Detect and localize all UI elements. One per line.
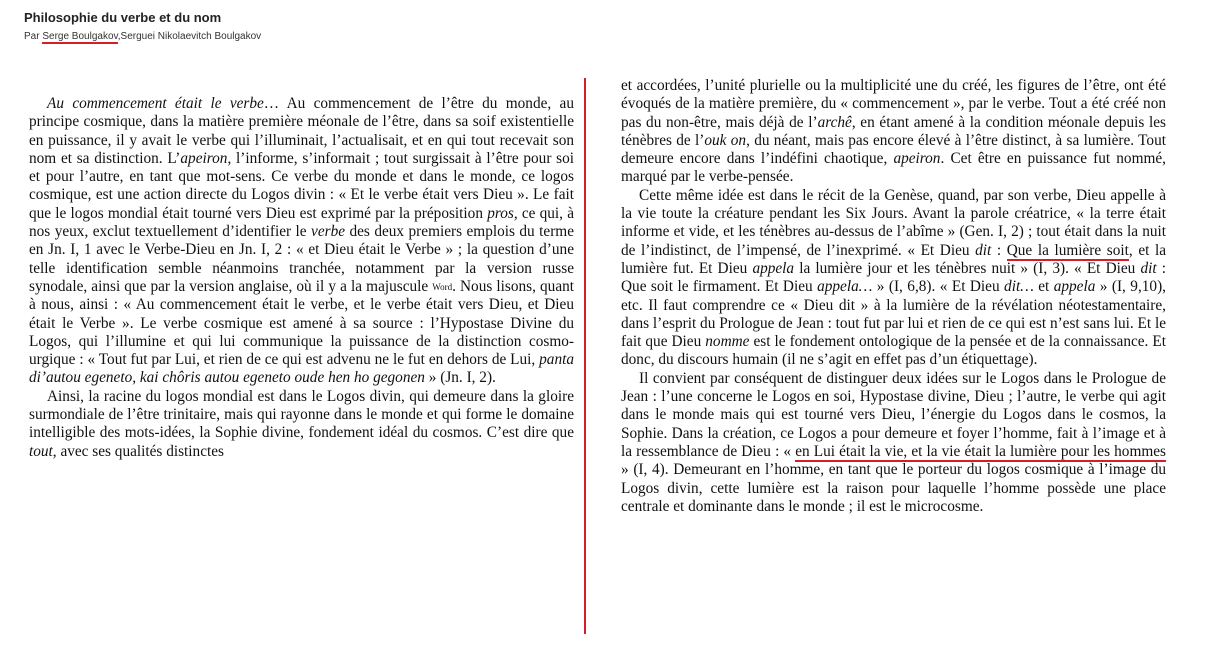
book-header [24, 10, 264, 44]
text-italic: nomme [705, 333, 750, 351]
author-line [24, 29, 264, 44]
text-run: et [1033, 278, 1054, 296]
text-run: Cette même idée est dans le récit de la Genèse, quand, par son verbe, Dieu appelle à la vie toute la créature pendant les Six Jours. Avant la parole créatrice, « la terre était informe et vide, et les ténèbres au-dessus de l’abîme » (Gen. I, 2) ; tout était dans la nuit de l’indistinct, de l’impensé, de l’inexprimé. « Et Dieu [621, 186, 1166, 259]
text-italic: Au commencement était le verbe [47, 95, 264, 112]
text-italic: apeiron [180, 149, 228, 167]
author-rest: ,Serguei Nikolaevitch Boulgakov [117, 31, 262, 42]
text-run: » (Jn. I, 2). [424, 369, 496, 387]
left-paragraph-1 [29, 95, 574, 388]
text-run: , l’informe, s’informait ; tout surgissait à l’être pour soi et pour l’autre, en tant que mot-sens. Ce verbe du monde et dans le monde, ce logos cosmique, est une action directe du Logos divin : « Et le verbe était vers Dieu ». Le fait que le logos mondial était tourné vers Dieu est exprimé par la préposition [29, 149, 575, 222]
highlighted-quote: en Lui était la vie, et la vie était la lumière pour les hommes [795, 442, 1166, 460]
text-run: , avec ses qualités distinctes [52, 442, 224, 460]
text-italic: tout [29, 442, 53, 460]
text-run: Ainsi, la racine du logos mondial est dans le Logos divin, qui demeure dans la gloire surmondiale de l’être trinitaire, mais qui rayonne dans le monde et qui forme le domaine intelligible des mots-idées, la Sophie divine, fondement idéal du cosmos. C’est dire que [29, 387, 574, 442]
text-italic: dit… [1004, 278, 1034, 296]
book-title: Philosophie du verbe et du nom [24, 10, 222, 25]
text-run: : [991, 241, 1007, 259]
text-italic: dit [1140, 259, 1157, 277]
text-run: des deux premiers emplois du terme en Jn. I, 1 avec le Verbe-Dieu en Jn. I, 2 : « et Dieu était le Verbe » ; la question d’une telle identification semble néanmoins tranchée, notamment par la version russe synodale, ainsi que par la version anglaise, où il y a la majuscule [29, 223, 574, 295]
text-run: . Cet être en puissance fut nommé, marqué par le verbe-pensée. [621, 150, 1166, 186]
text-italic: pros [487, 204, 514, 222]
right-paragraph-2 [621, 187, 1166, 370]
text-run: , en étant amené à la condition méonale depuis les ténèbres de l’ [621, 113, 1166, 149]
right-paragraph-1 [621, 77, 1166, 187]
text-run: . Nous lisons, quant à nous, ainsi : « Au commencement était le verbe, et le verbe était vers Dieu, et Dieu était le Verbe ». Le verbe cosmique est amené à sa source : l’Hypostase Divine du Logos, qui l’illumine et qui lui communique la puissance de la distinction cosmo-urgique : « Tout fut par Lui, et rien de ce qui est advenu ne le fut en dehors de Lui, [29, 277, 575, 369]
text-italic: appela [752, 259, 795, 277]
text-run: , ce qui, à nos yeux, exclut textuellement d’identifier le [29, 204, 574, 241]
author-link[interactable]: Serge Boulgakov [42, 31, 118, 42]
small-caps-word: Word [432, 281, 453, 292]
text-run: , et la lumière fut. Et Dieu [621, 241, 1166, 277]
text-italic: archê [817, 113, 852, 131]
right-column [621, 77, 1166, 516]
text-run: , du néant, mais pas encore élevé à l’être distinct, à sa lumière. Tout demeure encore dans l’indéfini chaotique, [621, 131, 1166, 168]
text-italic: appela [1053, 278, 1096, 296]
text-italic: apeiron [893, 150, 941, 168]
text-italic: ouk on [704, 131, 747, 149]
text-italic: panta di’autou egeneto, kai chôris autou egeneto oude hen ho gegonen [29, 351, 574, 387]
highlighted-quote: Que la lumière soit [1006, 241, 1129, 259]
text-run: » (I, 9,10), etc. Il faut comprendre ce « Dieu dit » à la lumière de la révélation néotestamentaire, dans l’esprit du Prologue de Jean : tout fut par lui et rien de ce qui est n’est sans lui. Et le fait que Dieu [621, 278, 1166, 351]
text-run: et accordées, l’unité plurielle ou la multiplicité une du créé, les figures de l’être, ont été évoqués de la matière première, du « commencement », par le verbe. Tout a été créé non pas du non-être, mais déjà de l’ [621, 77, 1166, 131]
text-run: est le fondement ontologique de la pensée et de la connaissance. Et donc, du discours humain (il ne s’agit en effet pas d’un étiquettage). [621, 333, 1166, 369]
text-run: la lumière jour et les ténèbres nuit » (I, 3). « Et Dieu [794, 259, 1141, 277]
text-italic: appela… [817, 278, 873, 296]
text-italic: dit [975, 241, 992, 259]
left-column [29, 95, 574, 461]
text-run: » (I, 4). Demeurant en l’homme, en tant que le porteur du logos cosmique à l’image du Logos divin, cette lumière est la raison pour laquelle l’homme possède une place centrale et dominante dans le monde ; il est le microcosme. [621, 461, 1166, 515]
text-run: » (I, 6,8). « Et Dieu [872, 278, 1005, 296]
text-italic: verbe [311, 223, 346, 241]
text-run: … Au commencement de l’être du monde, au principe cosmique, dans la matière première méonale de l’être, dans sa soif existentielle en puissance, il y avait le verbe qui l’illuminait, l’actualisait, et en qui tout recevait son nom et sa distinction. L’ [29, 95, 574, 167]
left-paragraph-2 [29, 388, 574, 461]
by-label: Par [24, 31, 43, 42]
column-divider [584, 78, 586, 634]
text-run: Il convient par conséquent de distinguer deux idées sur le Logos dans le Prologue de Jean : l’une concerne le Logos en soi, Hypostase divine, Dieu ; l’autre, le verbe qui agit dans le monde mais qui est tourné vers Dieu, l’énergie du Logos dans le cosmos, la Sophie. Dans la création, ce Logos a pour demeure et foyer l’homme, fait à l’image et à la ressemblance de Dieu : « [621, 369, 1166, 460]
right-paragraph-3 [621, 370, 1166, 516]
text-run: : Que soit le firmament. Et Dieu [621, 259, 1167, 296]
